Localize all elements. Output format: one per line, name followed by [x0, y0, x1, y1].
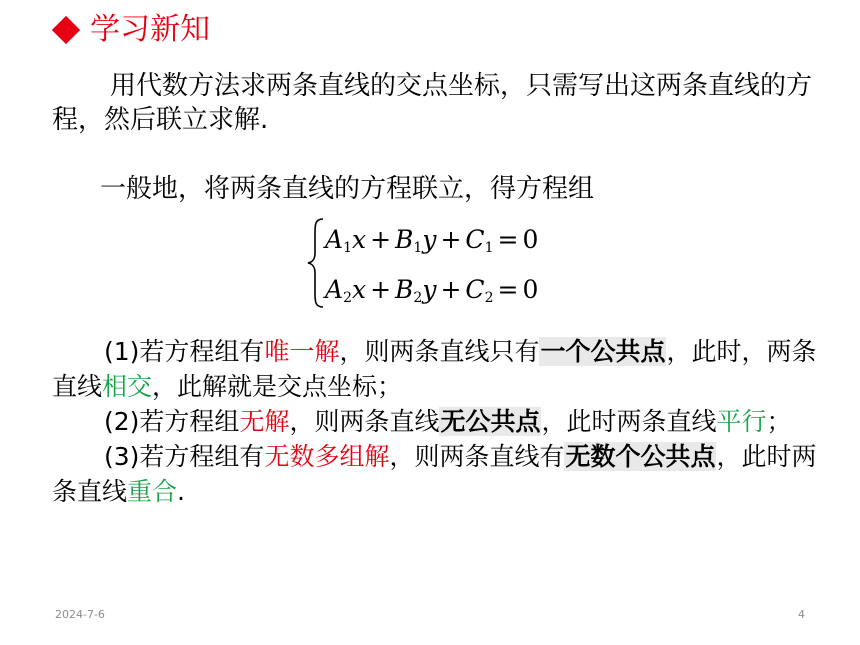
- case-2-text-mid: ，则两条直线: [289, 407, 440, 436]
- equation-system: [305, 217, 575, 309]
- case-2-text-pre: 若方程组: [139, 407, 240, 436]
- case-2-relation: 平行: [716, 407, 767, 436]
- case-1-text-post: ，此解就是交点坐标；: [152, 372, 403, 401]
- eq1-c: C: [465, 225, 485, 254]
- eq1-plus-2: +: [440, 225, 462, 254]
- case-2-number: (2): [104, 407, 140, 436]
- case-3-relation: 重合: [127, 477, 178, 506]
- case-1-keyword: 唯一解: [264, 337, 340, 366]
- case-1-text-mid: ，则两条直线只有: [339, 337, 540, 366]
- page-number: 4: [798, 608, 805, 621]
- eq2-x: x: [351, 275, 367, 304]
- slide-title-text: 学习新知: [90, 12, 210, 47]
- eq1-c-sub: 1: [484, 240, 494, 256]
- eq2-c-sub: 2: [484, 290, 494, 306]
- eq2-equals: =: [497, 275, 519, 304]
- case-2-text-mid2: ，此时两条直线: [541, 407, 717, 436]
- eq2-plus-2: +: [440, 275, 462, 304]
- case-2-keyword: 无解: [239, 407, 290, 436]
- eq1-y: y: [422, 225, 437, 254]
- case-1-highlight: 一个公共点: [540, 337, 666, 366]
- cases-list: [52, 334, 822, 509]
- eq2-b: B: [395, 275, 414, 304]
- eq1-b: B: [395, 225, 414, 254]
- case-item-2: [52, 404, 822, 439]
- equation-1: [325, 225, 538, 263]
- case-3-number: (3): [104, 442, 140, 471]
- eq2-y: y: [422, 275, 437, 304]
- eq1-rhs: 0: [522, 225, 539, 254]
- case-2-text-post: ；: [766, 407, 792, 436]
- equation-2: [325, 275, 538, 313]
- eq1-x: x: [351, 225, 367, 254]
- eq1-b-sub: 1: [413, 240, 423, 256]
- diamond-bullet-icon: [52, 16, 80, 44]
- case-3-highlight: 无数个公共点: [565, 442, 716, 471]
- intro-paragraph: 用代数方法求两条直线的交点坐标，只需写出这两条直线的方程，然后联立求解.: [52, 71, 813, 135]
- slide-title: [50, 10, 210, 50]
- eq2-a-sub: 2: [343, 290, 352, 306]
- case-1-text-mid2: ，此时，两条直线: [52, 337, 817, 401]
- general-paragraph: 一般地，将两条直线的方程联立，得方程组: [100, 174, 595, 204]
- eq2-a: A: [325, 275, 344, 304]
- case-3-keyword: 无数多组解: [264, 442, 390, 471]
- eq2-rhs: 0: [522, 275, 539, 304]
- eq2-c: C: [465, 275, 485, 304]
- case-1-relation: 相交: [102, 372, 153, 401]
- eq1-a: A: [325, 225, 344, 254]
- eq2-plus-1: +: [370, 275, 392, 304]
- case-3-text-pre: 若方程组有: [139, 442, 265, 471]
- eq1-plus-1: +: [370, 225, 392, 254]
- case-item-3: [52, 439, 822, 509]
- case-1-number: (1): [104, 337, 140, 366]
- eq1-a-sub: 1: [343, 240, 352, 256]
- case-item-1: [52, 334, 822, 404]
- case-3-text-mid2: ，此时两条直线: [52, 442, 817, 506]
- case-3-text-mid: ，则两条直线有: [389, 442, 565, 471]
- eq2-b-sub: 2: [413, 290, 423, 306]
- case-3-text-post: .: [177, 477, 185, 506]
- footer-date: 2024-7-6: [55, 608, 105, 621]
- case-2-highlight: 无公共点: [440, 407, 541, 436]
- case-1-text-pre: 若方程组有: [139, 337, 265, 366]
- eq1-equals: =: [497, 225, 519, 254]
